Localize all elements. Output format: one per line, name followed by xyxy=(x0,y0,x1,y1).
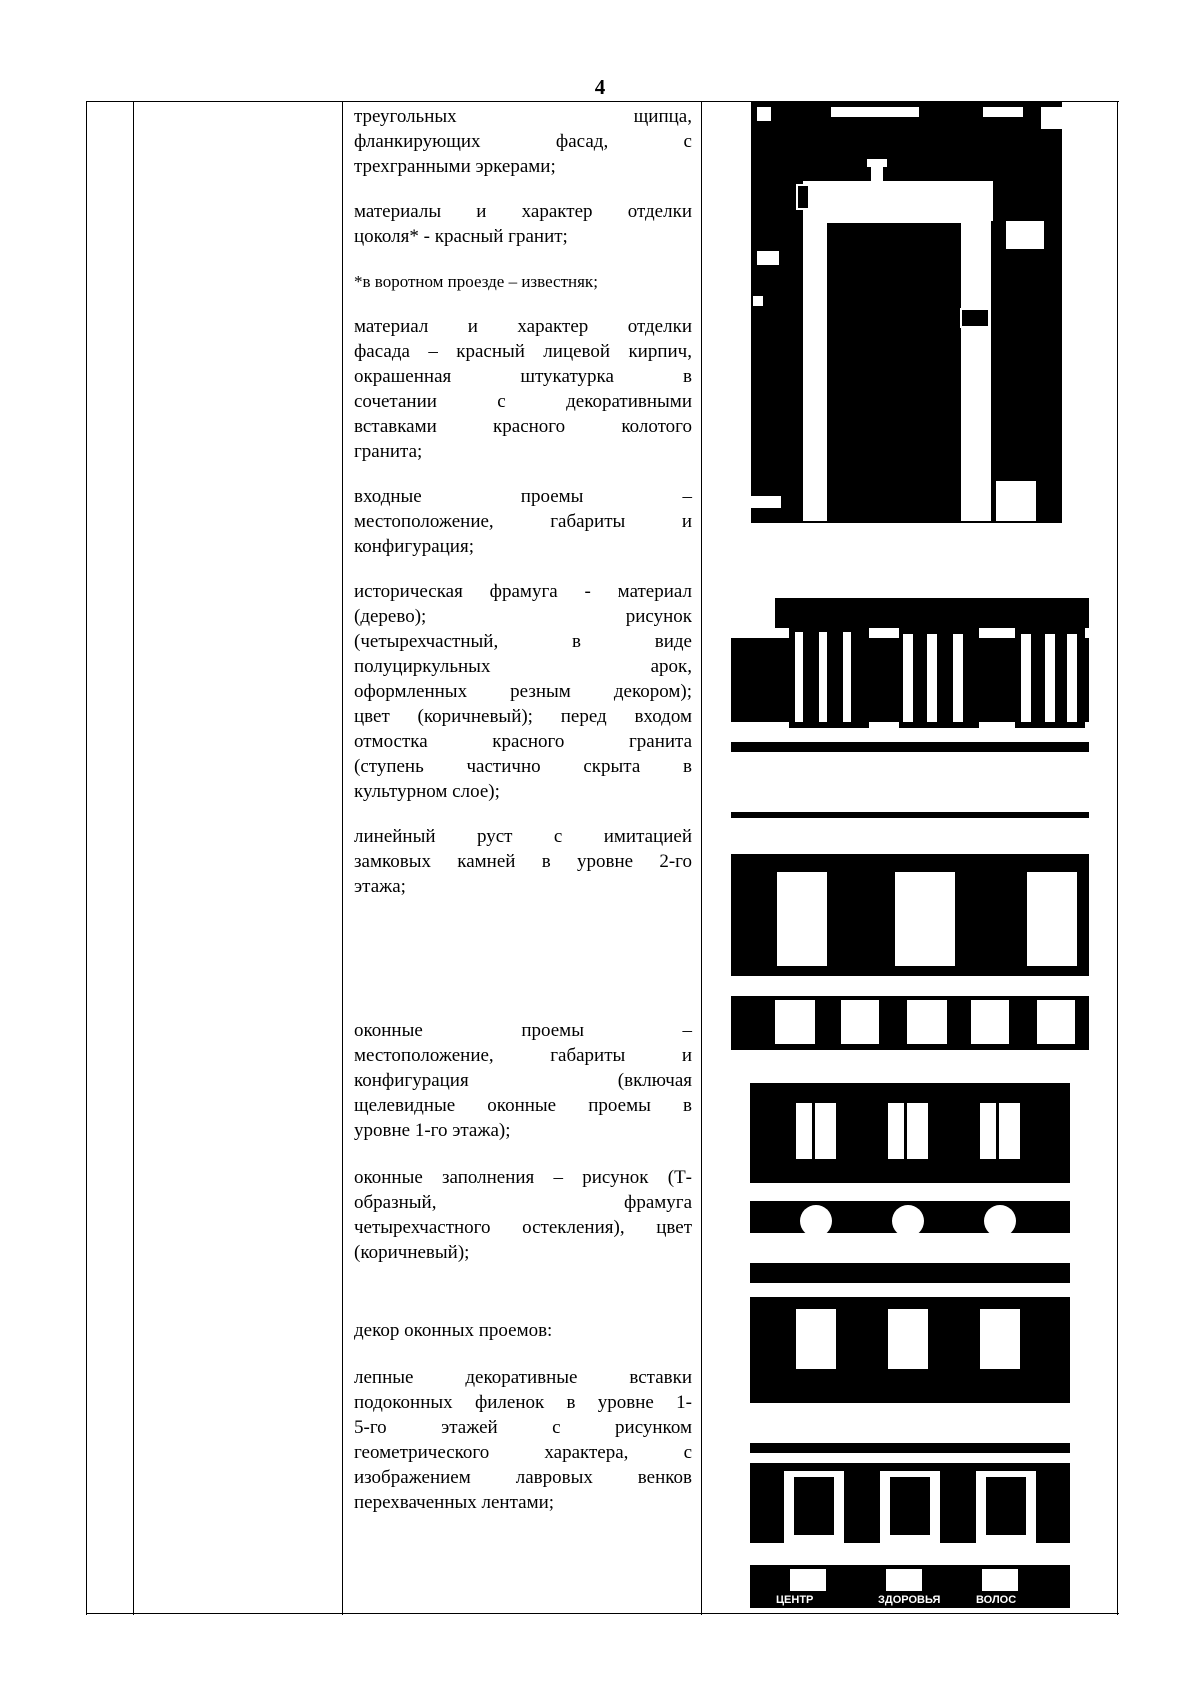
sign-word-3: ВОЛОС xyxy=(976,1594,1017,1606)
p7-line: этажа; xyxy=(354,876,406,897)
p5-line: местоположение, габариты и xyxy=(354,511,692,532)
table-border-col-5 xyxy=(1117,101,1118,1615)
p9-line: четырехчастного остекления), цвет xyxy=(354,1217,692,1238)
p10-line: декор оконных проемов: xyxy=(354,1320,553,1341)
p8-line: уровне 1-го этажа); xyxy=(354,1120,511,1141)
p4-line: окрашенная штукатурка в xyxy=(354,366,692,387)
para-rustication xyxy=(354,824,692,899)
p4-line: сочетании с декоративными xyxy=(354,391,692,412)
p4-line: вставками красного колотого xyxy=(354,416,692,437)
para-stucco-inserts xyxy=(354,1365,692,1515)
p4-line: фасада – красный лицевой кирпич, xyxy=(354,341,692,362)
facade-middle-photo xyxy=(731,572,1089,1050)
p6-line: цвет (коричневый); перед входом xyxy=(354,706,692,727)
p7-line: линейный руст с имитацией xyxy=(354,826,692,847)
p11-line: 5-го этажей с рисунком xyxy=(354,1417,692,1438)
sign-word-1: ЦЕНТР xyxy=(776,1594,814,1606)
p11-line: изображением лавровых венков xyxy=(354,1467,692,1488)
p3-line: *в воротном проезде – известняк; xyxy=(354,272,598,291)
description-column xyxy=(354,104,692,1515)
table-border-col-4 xyxy=(701,101,702,1615)
para-plinth-note xyxy=(354,269,692,294)
p8-line: конфигурация (включая xyxy=(354,1070,692,1091)
facade-full-icon xyxy=(750,1073,1070,1608)
p6-line: культурном слое); xyxy=(354,781,500,802)
para-plinth xyxy=(354,199,692,249)
table-bottom-border xyxy=(86,1613,1119,1614)
p11-line: лепные декоративные вставки xyxy=(354,1367,692,1388)
para-entrances xyxy=(354,484,692,559)
p11-line: геометрического характера, с xyxy=(354,1442,692,1463)
p2-line: материалы и характер отделки xyxy=(354,201,692,222)
p2-line: цоколя* - красный гранит; xyxy=(354,226,568,247)
p1-line: треугольных щипца, xyxy=(354,106,692,127)
p9-line: оконные заполнения – рисунок (Т- xyxy=(354,1167,692,1188)
p6-line: оформленных резным декором); xyxy=(354,681,692,702)
p9-line: образный, фрамуга xyxy=(354,1192,692,1213)
facade-windows-icon xyxy=(731,572,1089,1050)
para-window-fillings xyxy=(354,1165,692,1265)
table-border-col-1 xyxy=(86,101,87,1615)
p8-line: щелевидные оконные проемы в xyxy=(354,1095,692,1116)
entrance-photo xyxy=(751,101,1062,523)
para-facade-finish xyxy=(354,314,692,464)
p8-line: оконные проемы – xyxy=(354,1020,692,1041)
p6-line: историческая фрамуга - материал xyxy=(354,581,692,602)
p4-line: гранита; xyxy=(354,441,423,462)
p6-line: полуциркульных арок, xyxy=(354,656,692,677)
p6-line: (дерево); рисунок xyxy=(354,606,692,627)
p1-line: фланкирующих фасад, с xyxy=(354,131,692,152)
para-window-openings xyxy=(354,1018,692,1143)
p5-line: конфигурация; xyxy=(354,536,474,557)
p11-line: подоконных филенок в уровне 1- xyxy=(354,1392,692,1413)
p1-line: трехгранными эркерами; xyxy=(354,156,556,177)
para-gables xyxy=(354,104,692,179)
para-window-decor xyxy=(354,1318,692,1343)
p6-line: отмостка красного гранита xyxy=(354,731,692,752)
para-transom xyxy=(354,579,692,804)
building-entrance-icon xyxy=(751,101,1062,523)
table-border-col-2 xyxy=(133,101,134,1615)
sign-word-2: ЗДОРОВЬЯ xyxy=(878,1594,941,1606)
table-border-col-3 xyxy=(342,101,343,1615)
facade-full-photo xyxy=(750,1073,1070,1608)
page-number: 4 xyxy=(594,75,606,99)
p6-line: (ступень частично скрыта в xyxy=(354,756,692,777)
p8-line: местоположение, габариты и xyxy=(354,1045,692,1066)
p7-line: замковых камней в уровне 2-го xyxy=(354,851,692,872)
p9-line: (коричневый); xyxy=(354,1242,470,1263)
p6-line: (четырехчастный, в виде xyxy=(354,631,692,652)
p11-line: перехваченных лентами; xyxy=(354,1492,555,1513)
p4-line: материал и характер отделки xyxy=(354,316,692,337)
p5-line: входные проемы – xyxy=(354,486,692,507)
